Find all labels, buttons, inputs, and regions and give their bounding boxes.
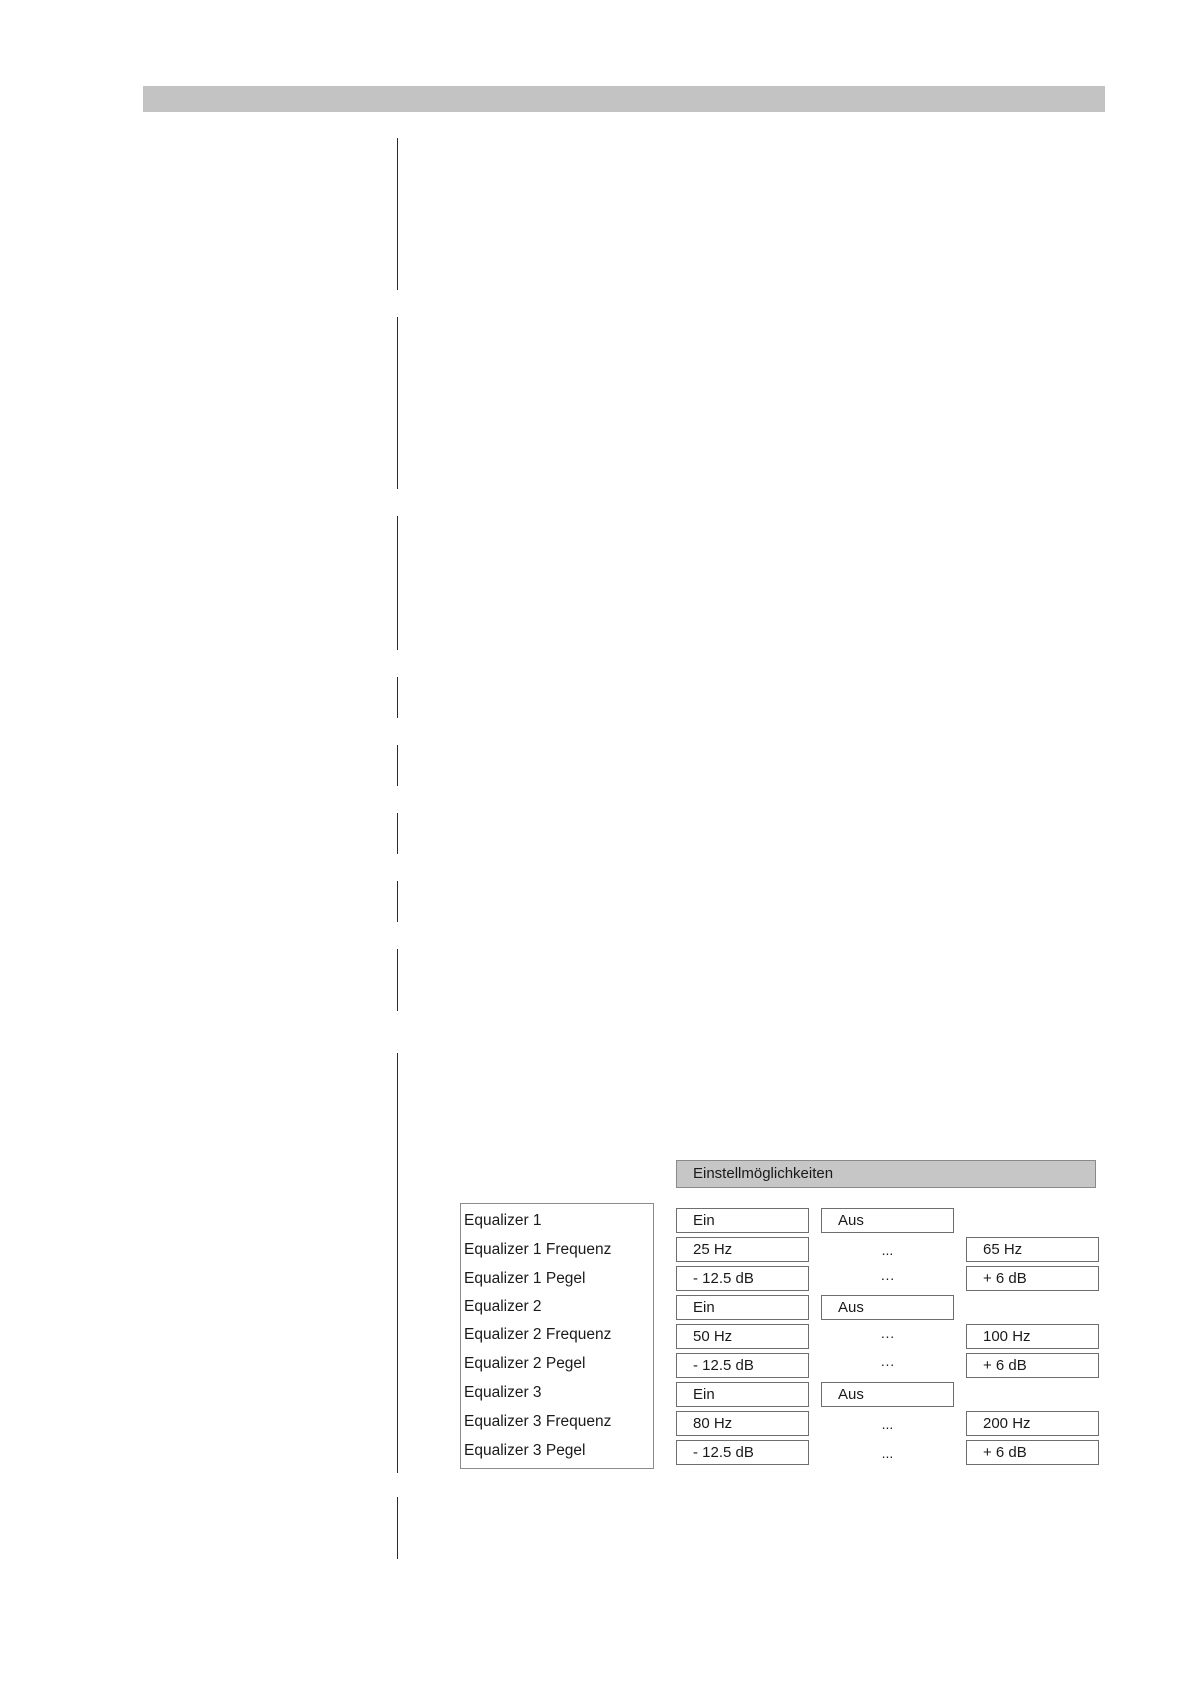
margin-rule [397,1053,398,1473]
range-ellipsis: ... [881,1416,894,1432]
range-max-value: 200 Hz [966,1411,1099,1436]
range-min-value: - 12.5 dB [676,1266,809,1291]
parameter-label-panel [460,1203,654,1469]
range-min-value: - 12.5 dB [676,1440,809,1465]
range-ellipsis: ··· [880,1270,895,1286]
option-off: Aus [821,1208,954,1233]
option-on: Ein [676,1295,809,1320]
range-max-value: 100 Hz [966,1324,1099,1349]
row-label-equalizer-1-level: Equalizer 1 Pegel [464,1270,586,1287]
margin-rule [397,745,398,786]
range-min-value: 50 Hz [676,1324,809,1349]
row-label-equalizer-1-frequency: Equalizer 1 Frequenz [464,1241,612,1258]
range-ellipsis: ··· [880,1356,895,1372]
row-label-equalizer-3: Equalizer 3 [464,1384,542,1401]
range-ellipsis: ... [881,1242,894,1258]
range-max-value: + 6 dB [966,1353,1099,1378]
option-off: Aus [821,1382,954,1407]
row-label-equalizer-2-frequency: Equalizer 2 Frequenz [464,1326,612,1343]
row-label-equalizer-1: Equalizer 1 [464,1212,542,1229]
row-label-equalizer-3-level: Equalizer 3 Pegel [464,1442,586,1459]
margin-rule [397,813,398,854]
range-ellipsis: ··· [880,1328,895,1344]
row-label-equalizer-3-frequency: Equalizer 3 Frequenz [464,1413,612,1430]
settings-table-header: Einstellmöglichkeiten [676,1160,1096,1188]
margin-rule [397,1497,398,1559]
range-min-value: 25 Hz [676,1237,809,1262]
range-min-value: 80 Hz [676,1411,809,1436]
header-bar [143,86,1105,112]
row-label-equalizer-2-level: Equalizer 2 Pegel [464,1355,586,1372]
margin-rule [397,949,398,1011]
range-max-value: 65 Hz [966,1237,1099,1262]
row-label-equalizer-2: Equalizer 2 [464,1298,542,1315]
margin-rule [397,677,398,718]
margin-rule [397,317,398,489]
margin-rule [397,138,398,290]
range-max-value: + 6 dB [966,1440,1099,1465]
range-max-value: + 6 dB [966,1266,1099,1291]
option-on: Ein [676,1382,809,1407]
range-min-value: - 12.5 dB [676,1353,809,1378]
option-on: Ein [676,1208,809,1233]
option-off: Aus [821,1295,954,1320]
margin-rule [397,516,398,650]
range-ellipsis: ... [881,1445,894,1461]
margin-rule [397,881,398,922]
